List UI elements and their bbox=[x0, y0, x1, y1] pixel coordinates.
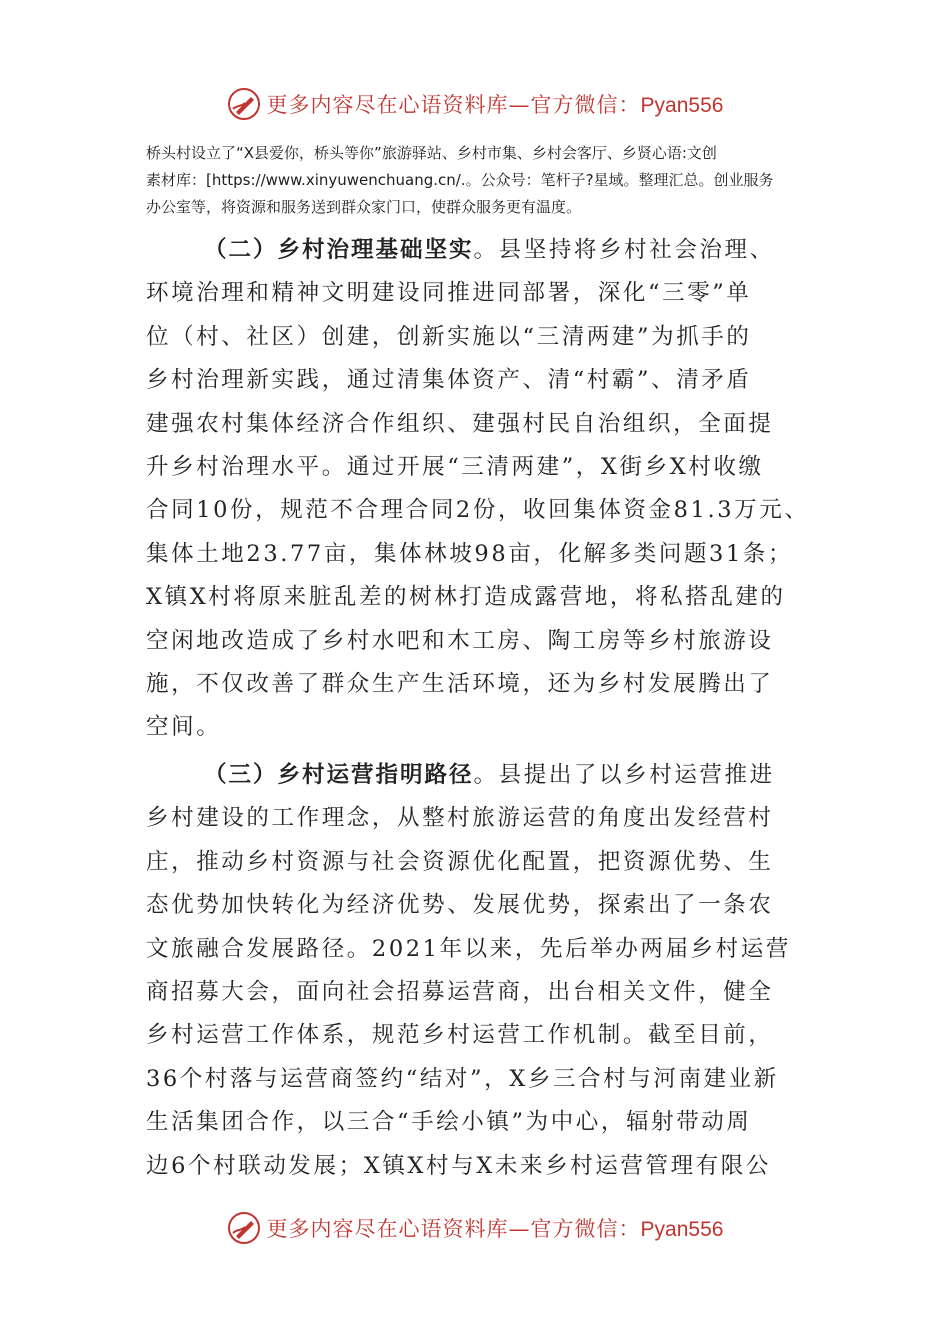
body-line: 建强农村集体经济合作组织、建强村民自治组织，全面提 bbox=[146, 410, 774, 437]
body-line: 升乡村治理水平。通过开展“三清两建”，X街乡X村收缴 bbox=[146, 454, 764, 481]
intro-paragraph bbox=[146, 140, 826, 221]
header-banner bbox=[0, 84, 950, 124]
footer-banner bbox=[0, 1208, 950, 1248]
section-governance bbox=[146, 229, 826, 750]
body-line: 乡村治理新实践，通过清集体资产、清“村霸”、清矛盾 bbox=[146, 367, 752, 394]
section-heading: （三）乡村运营指明路径 bbox=[204, 762, 474, 788]
section-first-line bbox=[146, 754, 826, 797]
banner-text bbox=[267, 1213, 724, 1243]
body-line: 边6个村联动发展；X镇X村与X未来乡村运营管理有限公 bbox=[146, 1152, 771, 1179]
body-line: 环境治理和精神文明建设同推进同部署，深化“三零”单 bbox=[146, 280, 752, 307]
body-line: 空闲地改造成了乡村水吧和木工房、陶工房等乡村旅游设 bbox=[146, 627, 774, 654]
section-heading: （二）乡村治理基础坚实 bbox=[204, 237, 474, 263]
banner-text bbox=[267, 89, 724, 119]
body-line: 庄，推动乡村资源与社会资源优化配置，把资源优势、生 bbox=[146, 848, 774, 875]
intro-line: 素材库：[https://www.xinyuwenchuang.cn/.。公众号：笔杆子?星域。整理汇总。创业服务 bbox=[146, 171, 774, 189]
body-line: 商招募大会，面向社会招募运营商，出台相关文件，健全 bbox=[146, 979, 774, 1006]
body-line: 位（村、社区）创建，创新实施以“三清两建”为抓手的 bbox=[146, 323, 752, 350]
body-line: 乡村运营工作体系，规范乡村运营工作机制。截至目前， bbox=[146, 1022, 774, 1049]
intro-line: 桥头村设立了“X县爱你，桥头等你”旅游驿站、乡村市集、乡村会客厅、乡贤心语:文创 bbox=[146, 144, 717, 162]
banner-handle: Pyan556 bbox=[640, 1218, 724, 1241]
body-line: 生活集团合作，以三合“手绘小镇”为中心，辐射带动周 bbox=[146, 1109, 752, 1136]
body-line: 空间。 bbox=[146, 714, 222, 741]
section-operation bbox=[146, 754, 826, 1188]
pen-logo-icon bbox=[227, 1211, 261, 1245]
body-line: 乡村建设的工作理念，从整村旅游运营的角度出发经营村 bbox=[146, 805, 774, 832]
body-line: 施，不仅改善了群众生产生活环境，还为乡村发展腾出了 bbox=[146, 671, 774, 698]
banner-handle: Pyan556 bbox=[640, 94, 724, 117]
section-first-line-rest: 。县提出了以乡村运营推进 bbox=[473, 762, 775, 788]
intro-line: 办公室等，将资源和服务送到群众家门口，使群众服务更有温度。 bbox=[146, 198, 582, 216]
body-line: 36个村落与运营商签约“结对”，X乡三合村与河南建业新 bbox=[146, 1065, 779, 1092]
body-line: 合同10份，规范不合理合同2份，收回集体资金81.3万元、 bbox=[146, 497, 810, 524]
section-first-line bbox=[146, 229, 826, 272]
section-first-line-rest: 。县坚持将乡村社会治理、 bbox=[473, 237, 775, 263]
banner-prefix: 更多内容尽在心语资料库—官方微信： bbox=[266, 1217, 641, 1241]
pen-logo-icon bbox=[227, 87, 261, 121]
body-line: 态优势加快转化为经济优势、发展优势，探索出了一条农 bbox=[146, 892, 774, 919]
body-line: X镇X村将原来脏乱差的树林打造成露营地，将私搭乱建的 bbox=[146, 584, 786, 611]
body-line: 集体土地23.77亩，集体林坡98亩，化解多类问题31条； bbox=[146, 540, 794, 567]
banner-prefix: 更多内容尽在心语资料库—官方微信： bbox=[266, 93, 641, 117]
body-line: 文旅融合发展路径。2021年以来，先后举办两届乡村运营 bbox=[146, 935, 791, 962]
